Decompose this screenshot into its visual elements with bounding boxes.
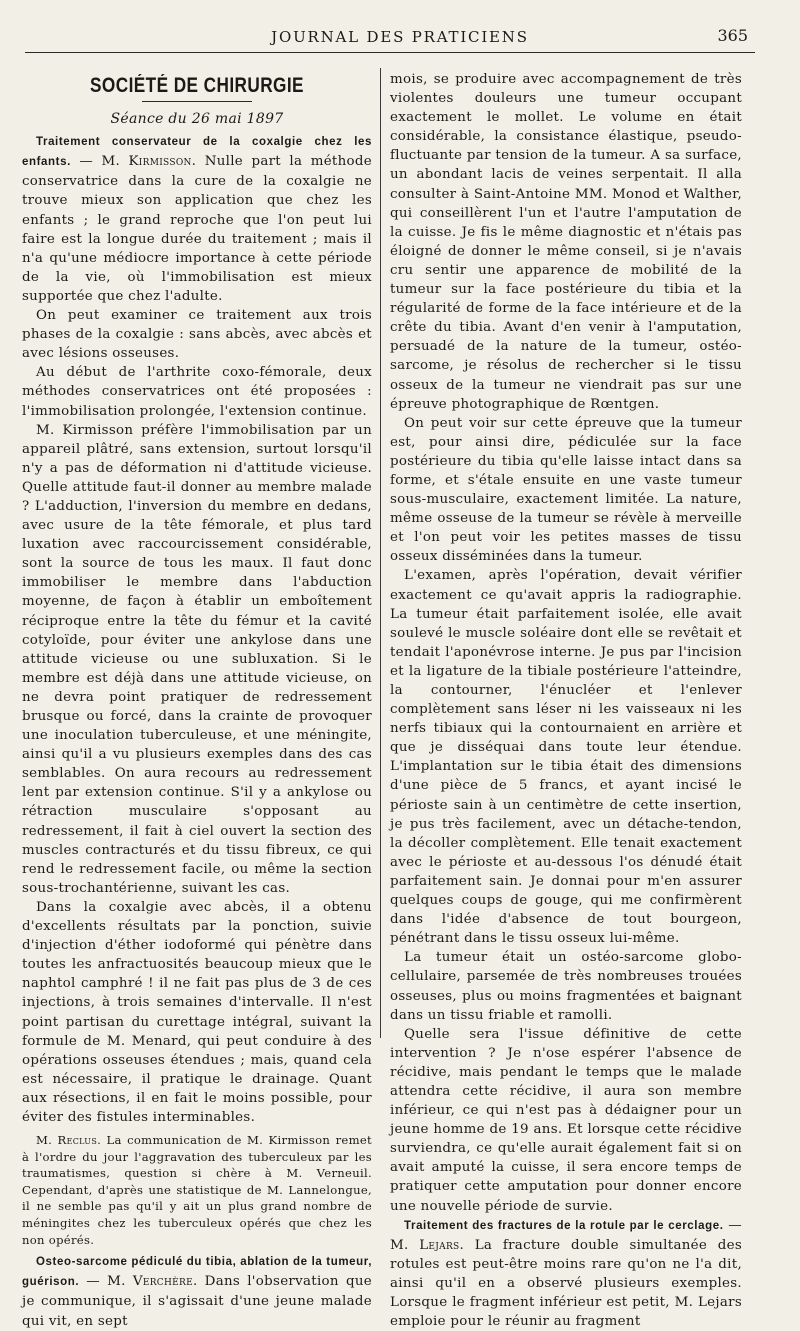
- paragraph-osteosarcome: Osteo-sarcome pédiculé du tibia, ablation de la tumeur, guérison. — M. Verchère. Dans l'observation que je communique, il s'agissait d'une jeune malade qui vit, en sept: [22, 1256, 372, 1329]
- paragraph: Dans la coxalgie avec abcès, il a obtenu d'excellents résultats par la ponction, suivie d'injection d'éther iodoformé qui pénètre dans toutes les anfractuosités beaucoup mieux que le naphtol camphré ! il ne fait pas plus de 3 de ces injections, à trois semaines d'intervalle. Il n'est point partisan du curettage intégral, suivant la formule de M. Menard, qui peut conduire à des opérations osseuses étendues ; mais, quand cela est nécessaire, il pratique le drainage. Quant aux résections, il en fait le moins possible, pour éviter des fistules interminables.: [22, 899, 372, 1125]
- paragraph-rotule: Traitement des fractures de la rotule par le cerclage. — M. Lejars. La fracture double simultanée des rotules est peut-être moins rare qu'on ne l'a dit, ainsi qu'il en a observé plusieurs exemples. Lorsque le fragment inférieur est petit, M. Lejars emploie pour le réunir au fragment: [390, 1217, 743, 1330]
- subheading-osteosarcome: Osteo-sarcome pédiculé du tibia, ablation de la tumeur, guérison.: [22, 1256, 372, 1289]
- column-divider: [380, 68, 381, 1038]
- author-reclus: M. Reclus.: [36, 1133, 102, 1148]
- page-header: [0, 22, 800, 48]
- paragraph-reclus: [22, 1132, 372, 1248]
- article-title: SOCIÉTÉ DE CHIRURGIE: [90, 74, 304, 97]
- author-verchere: Verchère.: [132, 1274, 198, 1290]
- subheading-rotule: Traitement des fractures de la rotule par le cerclage.: [404, 1219, 724, 1232]
- author-lejars: Lejars.: [419, 1237, 465, 1253]
- paragraph: Au début de l'arthrite coxo-fémorale, deux méthodes conservatrices ont été proposées : l'immobilisation prolongée, l'extension continue.: [22, 365, 372, 419]
- paragraph-text: La communication de M. Kirmisson remet à l'ordre du jour l'aggravation des tuberculeux par les traumatismes, question si chère à M. Verneuil. Cependant, d'après une statistique de M. Lannelongue, il ne semble pas qu'il y ait un plus grand nombre de méningites chez les tuberculeux opérés que chez les non opérés.: [22, 1133, 372, 1247]
- paragraph: L'examen, après l'opération, devait vérifier exactement ce qu'avait appris la radiographie. La tumeur était parfaitement isolée, elle avait soulevé le muscle soléaire dont elle se revêtait et tendait l'aponévrose interne. Je pus par l'incision et la ligature de la tibiale postérieure l'atteindre, la contourner, l'énucléer et l'enlever complètement sans léser ni les vaisseaux ni les nerfs tibiaux qui la contournaient en arrière et que je disséquai dans toute leur étendue. L'implantation sur le tibia était des dimensions d'une pièce de 5 francs, et ayant incisé le périoste sain à un centimètre de cette insertion, je pus très facilement, avec un détache-tendon, la décoller complètement. Elle tenait exactement avec le périoste et au-dessous l'os dénudé était parfaitement sain. Je donnai pour m'en assurer quelques coups de gouge, qui me confirmèrent dans l'idée d'absence de tout bourgeon, pénétrant dans le tissu osseux lui-même.: [390, 568, 742, 947]
- session-date: Séance du 26 mai 1897: [110, 111, 284, 128]
- paragraph: mois, se produire avec accompagnement de très violentes douleurs une tumeur occupant exactement le mollet. Le volume en était considérable, la consistance élastique, pseudo-fluctuante par tension de la tumeur. A sa surface, un abondant lacis de veines serpentait. Il alla consulter à Saint-Antoine MM. Monod et Walther, qui conseillèrent l'un et l'autre l'amputation de la cuisse. Je fis le même diagnostic et n'étais pas éloigné de donner le même conseil, si je n'avais cru sentir une apparence de mobilité de la tumeur sur la face postérieure du tibia et la régularité de forme de la face intérieure et de la crête du tibia. Avant d'en venir à l'amputation, persuadé de la nature de la tumeur, ostéo-sarcome, je résolus de rechercher si le tissu osseux de la tumeur ne viendrait pas sur une épreuve photographique de Rœntgen.: [390, 72, 742, 412]
- page-number: 365: [717, 26, 748, 45]
- paragraph-text: La fracture double simultanée des rotules est peut-être moins rare qu'on ne l'a dit, ainsi qu'il en a observé plusieurs exemples. Lorsque le fragment inférieur est petit, M. Lejars emploie pour le réunir au fragment: [390, 1237, 742, 1330]
- paragraph-text: Dans l'observation que je communique, il s'agissait d'une jeune malade qui vit, en sept: [22, 1274, 372, 1329]
- right-column: [390, 70, 742, 1331]
- header-rule: [25, 52, 755, 53]
- paragraph: On peut voir sur cette épreuve que la tumeur est, pour ainsi dire, pédiculée sur la face postérieure du tibia qu'elle laisse intact dans sa forme, et s'étale ensuite en une vaste tumeur sous-musculaire, exactement limitée. La nature, même osseuse de la tumeur se révèle à merveille et l'on peut voir les petites masses de tissu osseux disséminées dans la tumeur.: [390, 415, 742, 565]
- paragraph: On peut examiner ce traitement aux trois phases de la coxalgie : sans abcès, avec abcès et avec lésions osseuses.: [22, 308, 372, 362]
- subheading-coxalgie: Traitement conservateur de la coxalgie chez les enfants.: [22, 136, 372, 169]
- left-column: [22, 70, 372, 1331]
- running-title: JOURNAL DES PRATICIENS: [271, 28, 529, 46]
- paragraph-text: Nulle part la méthode conservatrice dans la cure de la coxalgie ne trouve mieux son application que chez les enfants ; le grand reproche que l'on peut lui faire est la longue durée du traitement ; mais il n'a qu'une médiocre importance à cette période de la vie, où l'immobilisation est mieux supportée que chez l'adulte.: [22, 154, 372, 304]
- author-kirmisson: Kirmisson.: [128, 154, 197, 170]
- paragraph: Quelle sera l'issue définitive de cette intervention ? Je n'ose espérer l'absence de récidive, mais pendant le temps que le malade attendra cette récidive, il aura son membre inférieur, ce qui n'est pas à dédaigner pour un jeune homme de 19 ans. Et lorsque cette récidive surviendra, ce qu'elle aurait également fait si on avait amputé la cuisse, il sera encore temps de pratiquer cette amputation pour donner encore une nouvelle période de survie.: [390, 1026, 742, 1214]
- title-rule: [142, 101, 252, 102]
- paragraph: M. Kirmisson préfère l'immobilisation par un appareil plâtré, sans extension, surtout lorsqu'il n'y a pas de déformation ni d'attitude vicieuse. Quelle attitude faut-il donner au membre malade ? L'adduction, l'inversion du membre en dedans, avec usure de la tête fémorale, et plus tard luxation avec raccourcissement considérable, sont la source de tous les maux. Il faut donc immobiliser le membre dans l'abduction moyenne, de façon à établir un emboîtement réciproque entre la tête du fémur et la cavité cotyloïde, pour éviter une ankylose dans une attitude vicieuse ou une subluxation. Si le membre est déjà dans une attitude vicieuse, on ne devra point pratiquer de redressement brusque ou forcé, dans la crainte de provoquer une inoculation tuberculeuse, et une méningite, ainsi qu'il a vu plusieurs exemples dans des cas semblables. On aura recours au redressement lent par extension continue. S'il y a ankylose ou rétraction musculaire s'opposant au redressement, il fait à ciel ouvert la section des muscles contracturés et du tissu fibreux, ce qui rend le redressement facile, ou même la section sous-trochantérienne, suivant les cas.: [22, 422, 372, 896]
- paragraph-coxalgie-intro: Traitement conservateur de la coxalgie chez les enfants. — M. Kirmisson. Nulle part la méthode conservatrice dans la cure de la coxalgie ne trouve mieux son application que chez les enfants ; le grand reproche que l'on peut lui faire est la longue durée du traitement ; mais il n'a qu'une médiocre importance à cette période de la vie, où l'immobilisation est mieux supportée que chez l'adulte.: [22, 136, 372, 304]
- paragraph: La tumeur était un ostéo-sarcome globo-cellulaire, parsemée de très nombreuses trouées osseuses, plus ou moins fragmentées et baignant dans un tissu friable et ramolli.: [390, 950, 742, 1023]
